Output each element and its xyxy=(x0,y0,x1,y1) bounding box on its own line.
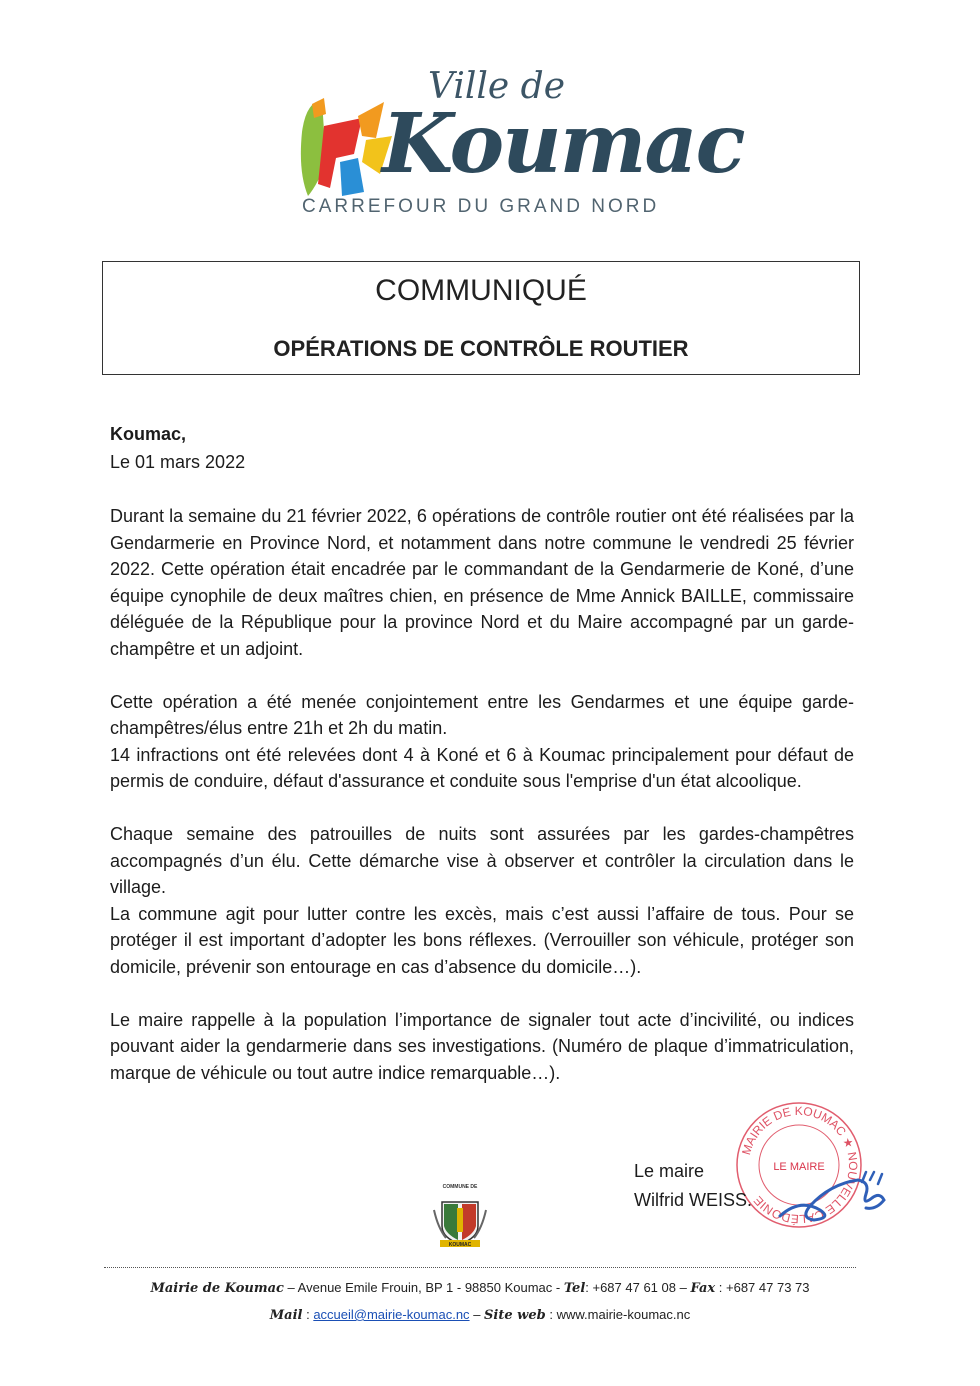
handwritten-signature xyxy=(770,1158,890,1248)
footer-tel: : +687 47 61 08 – xyxy=(585,1280,687,1295)
paragraph: Durant la semaine du 21 février 2022, 6 opérations de contrôle routier ont été réalisées par la Gendarmerie en Province Nord, et notamment dans notre commune le vendredi 25 février 2022. Cette opération était encadrée par le commandant de la Gendarmerie de Koné, d’une équipe cynophile de deux maîtres chien, en présence de Mme Annick BAILLE, commissaire déléguée de la République pour la province Nord et du Maire accompagné par un garde-champêtre et un adjoint. xyxy=(110,506,854,659)
signature-role: Le maire xyxy=(634,1161,705,1181)
paragraph: La commune agit pour lutter contre les excès, mais c’est aussi l’affaire de tous. Pour se protéger il est important d’adopter les bons réflexes. (Verrouiller son véhicule, protéger son domicile, prévenir son entourage en cas d’absence du domicile…). xyxy=(110,903,854,977)
paragraph: Le maire rappelle à la population l’importance de signaler tout acte d’incivilité, ou indices pouvant aider la gendarmerie dans ses investigations. (Numéro de plaque d’immatriculation, marque de véhicule ou tout autre indice remarquable…). xyxy=(110,1009,854,1083)
footer-web-label: Site web xyxy=(484,1308,546,1323)
letter-date: Le 01 mars 2022 xyxy=(110,452,246,472)
title-box xyxy=(102,261,860,375)
footer-divider xyxy=(104,1267,856,1268)
footer-tel-label: Tel xyxy=(563,1281,586,1296)
document-title: COMMUNIQUÉ xyxy=(375,274,587,307)
document-subtitle: OPÉRATIONS DE CONTRÔLE ROUTIER xyxy=(273,336,689,361)
emblem-bottom-text: KOUMAC xyxy=(448,1242,472,1248)
stamp-ring-text: MAIRIE DE KOUMAC ★ NOUVELLE CALÉDONIE xyxy=(739,1103,861,1227)
letter-body xyxy=(110,503,854,1086)
footer-web: : www.mairie-koumac.nc xyxy=(549,1307,691,1322)
commune-emblem-icon xyxy=(424,1180,496,1252)
footer-contact-line: Mail : accueil@mairie-koumac.nc – Site web : www.mairie-koumac.nc xyxy=(269,1307,691,1323)
signature-block xyxy=(634,1157,752,1215)
paragraph: Chaque semaine des patrouilles de nuits sont assurées par les gardes-champêtres accompagnés d’un élu. Cette démarche vise à observer et contrôler la circulation dans le village. xyxy=(110,823,854,898)
footer-address-line xyxy=(104,1280,856,1296)
stamp-center-text: LE MAIRE xyxy=(773,1161,825,1173)
city-logo xyxy=(296,62,744,222)
logo-tagline: CARREFOUR DU GRAND NORD xyxy=(302,196,660,217)
footer-address: – Avenue Emile Frouin, BP 1 - 98850 Koumac - xyxy=(287,1280,561,1295)
paragraph: Cette opération a été menée conjointement entre les Gendarmes et une équipe garde-champêtres/élus entre 21h et 2h du matin. xyxy=(110,691,854,739)
footer-fax: : +687 47 73 73 xyxy=(718,1280,810,1295)
logo-line2: Koumac xyxy=(382,96,744,192)
paragraph: 14 infractions ont été relevées dont 4 à Koné et 6 à Koumac principalement pour défaut de permis de conduire, défaut d'assurance et conduite sous l'emprise d'un état alcoolique. xyxy=(110,744,854,792)
letter-place: Koumac, xyxy=(110,424,187,444)
footer-mail-label: Mail xyxy=(269,1308,303,1323)
footer-org: Mairie de Koumac xyxy=(150,1281,284,1296)
footer-mail-link[interactable]: accueil@mairie-koumac.nc xyxy=(313,1307,470,1322)
footer-fax-label: Fax xyxy=(690,1281,716,1296)
signature-name: Wilfrid WEISS. xyxy=(634,1190,753,1210)
emblem-top-text: COMMUNE DE xyxy=(442,1184,478,1190)
logo-line1: Ville de xyxy=(428,66,566,107)
